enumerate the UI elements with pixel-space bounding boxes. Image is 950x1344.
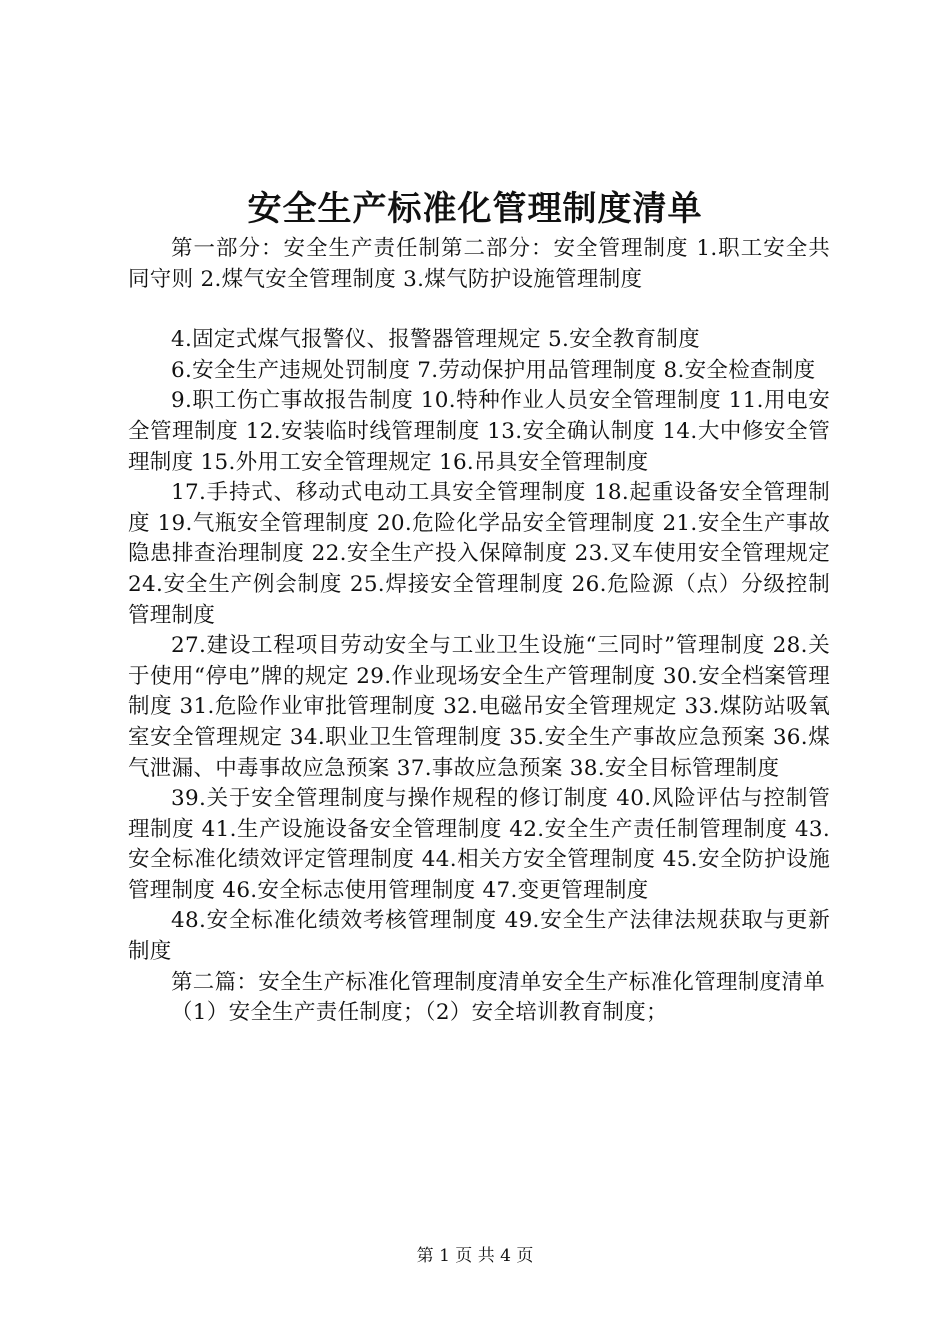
body-paragraph: 48.安全标准化绩效考核管理制度 49.安全生产法律法规获取与更新制度 (128, 908, 830, 965)
body-paragraph: 27.建设工程项目劳动安全与工业卫生设施“三同时”管理制度 28.关于使用“停电”牌的规定 29.作业现场安全生产管理制度 30.安全档案管理制度 31.危险作业审批管理制度 32.电磁吊安全管理规定 33.煤防站吸氧室安全管理规定 34.职业卫生管理制度 35.安全生产事故应急预案 36.煤气泄漏、中毒事故应急预案 37.事故应急预案 38.安全目标管理制度 (128, 633, 830, 781)
body-paragraph: 39.关于安全管理制度与操作规程的修订制度 40.风险评估与控制管理制度 41.生产设施设备安全管理制度 42.安全生产责任制管理制度 43.安全标准化绩效评定管理制度 44.相关方安全管理制度 45.安全防护设施管理制度 46.安全标志使用管理制度 47.变更管理制度 (128, 786, 830, 903)
body-paragraph: 9.职工伤亡事故报告制度 10.特种作业人员安全管理制度 11.用电安全管理制度 12.安装临时线管理制度 13.安全确认制度 14.大中修安全管理制度 15.外用工安全管理规定 16.吊具安全管理制度 (128, 388, 830, 475)
body-paragraph: 第二篇：安全生产标准化管理制度清单安全生产标准化管理制度清单 (171, 969, 826, 995)
body-paragraph: 第一部分：安全生产责任制第二部分：安全管理制度 1.职工安全共同守则 2.煤气安全管理制度 3.煤气防护设施管理制度 (128, 236, 830, 292)
document-body (128, 234, 830, 1029)
document-title: 安全生产标准化管理制度清单 (247, 189, 703, 229)
body-paragraph: 4.固定式煤气报警仪、报警器管理规定 5.安全教育制度 (171, 327, 700, 353)
body-paragraph: （1）安全生产责任制度；（2）安全培训教育制度； (171, 1000, 668, 1026)
body-paragraph: 6.安全生产违规处罚制度 7.劳动保护用品管理制度 8.安全检查制度 (171, 357, 816, 383)
body-paragraph: 17.手持式、移动式电动工具安全管理制度 18.起重设备安全管理制度 19.气瓶安全管理制度 20.危险化学品安全管理制度 21.安全生产事故隐患排查治理制度 22.安全生产投入保障制度 23.叉车使用安全管理规定 24.安全生产例会制度 25.焊接安全管理制度 26.危险源（点）分级控制管理制度 (128, 480, 830, 628)
page-footer: 第 1 页 共 4 页 (416, 1246, 534, 1266)
